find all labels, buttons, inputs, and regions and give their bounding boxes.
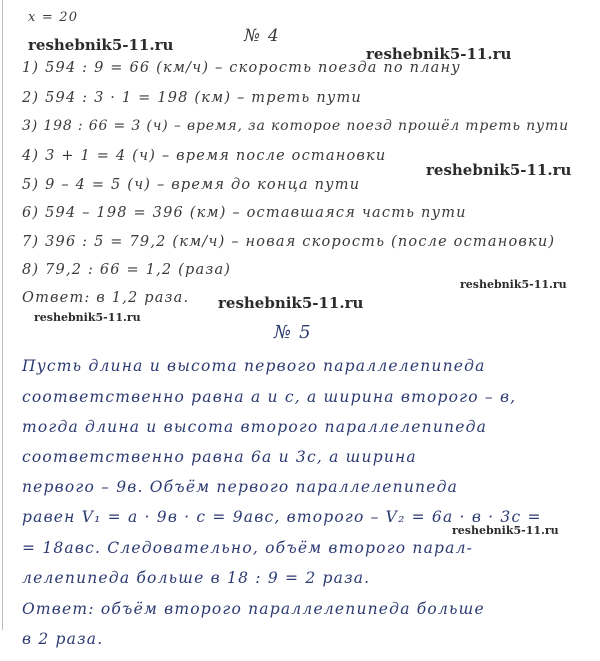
problem5-number: № 5 xyxy=(274,322,312,343)
header-note: x = 20 xyxy=(28,10,79,25)
problem4-step-8: 8) 79,2 : 66 = 1,2 (раза) xyxy=(22,262,232,278)
problem4-answer: Ответ: в 1,2 раза. xyxy=(22,290,190,306)
problem4-step-4: 4) 3 + 1 = 4 (ч) – время после остановки xyxy=(22,148,387,164)
problem5-line-8: лелепипеда больше в 18 : 9 = 2 раза. xyxy=(22,569,371,587)
problem4-step-5: 5) 9 – 4 = 5 (ч) – время до конца пути xyxy=(22,177,361,193)
problem4-number: № 4 xyxy=(244,26,280,46)
problem5-line-2: соответственно равна а и с, а ширина второго – в, xyxy=(22,388,517,406)
problem5-line-4: соответственно равна 6а и 3с, а ширина xyxy=(22,448,417,466)
problem5-line-7: = 18авс. Следовательно, объём второго парал- xyxy=(22,539,474,557)
problem5-line-10: в 2 раза. xyxy=(22,630,104,648)
page-edge-line xyxy=(2,0,3,630)
problem4-step-3: 3) 198 : 66 = 3 (ч) – время, за которое поезд прошёл треть пути xyxy=(22,118,569,134)
problem5-line-1: Пусть длина и высота первого параллелепипеда xyxy=(22,357,486,375)
problem5-line-9: Ответ: объём второго параллелепипеда больше xyxy=(22,600,485,618)
watermark-6: reshebnik5-11.ru xyxy=(34,311,141,324)
problem5-line-3: тогда длина и высота второго параллелепипеда xyxy=(22,418,488,436)
watermark-5: reshebnik5-11.ru xyxy=(218,294,364,312)
watermark-2: reshebnik5-11.ru xyxy=(366,45,512,63)
problem5-line-5: первого – 9в. Объём первого параллелепипеда xyxy=(22,478,459,496)
watermark-7: reshebnik5-11.ru xyxy=(452,524,559,537)
problem4-step-6: 6) 594 – 198 = 396 (км) – оставшаяся часть пути xyxy=(22,205,467,221)
watermark-1: reshebnik5-11.ru xyxy=(28,36,174,54)
watermark-3: reshebnik5-11.ru xyxy=(426,161,572,179)
problem4-step-7: 7) 396 : 5 = 79,2 (км/ч) – новая скорость (после остановки) xyxy=(22,234,556,250)
problem5-line-6: равен V₁ = а · 9в · с = 9авс, второго – V₂ = 6а · в · 3с = xyxy=(22,508,542,526)
watermark-4: reshebnik5-11.ru xyxy=(460,278,567,291)
problem4-step-1: 1) 594 : 9 = 66 (км/ч) – скорость поезда по плану xyxy=(22,60,461,76)
problem4-step-2: 2) 594 : 3 · 1 = 198 (км) – треть пути xyxy=(22,90,362,106)
